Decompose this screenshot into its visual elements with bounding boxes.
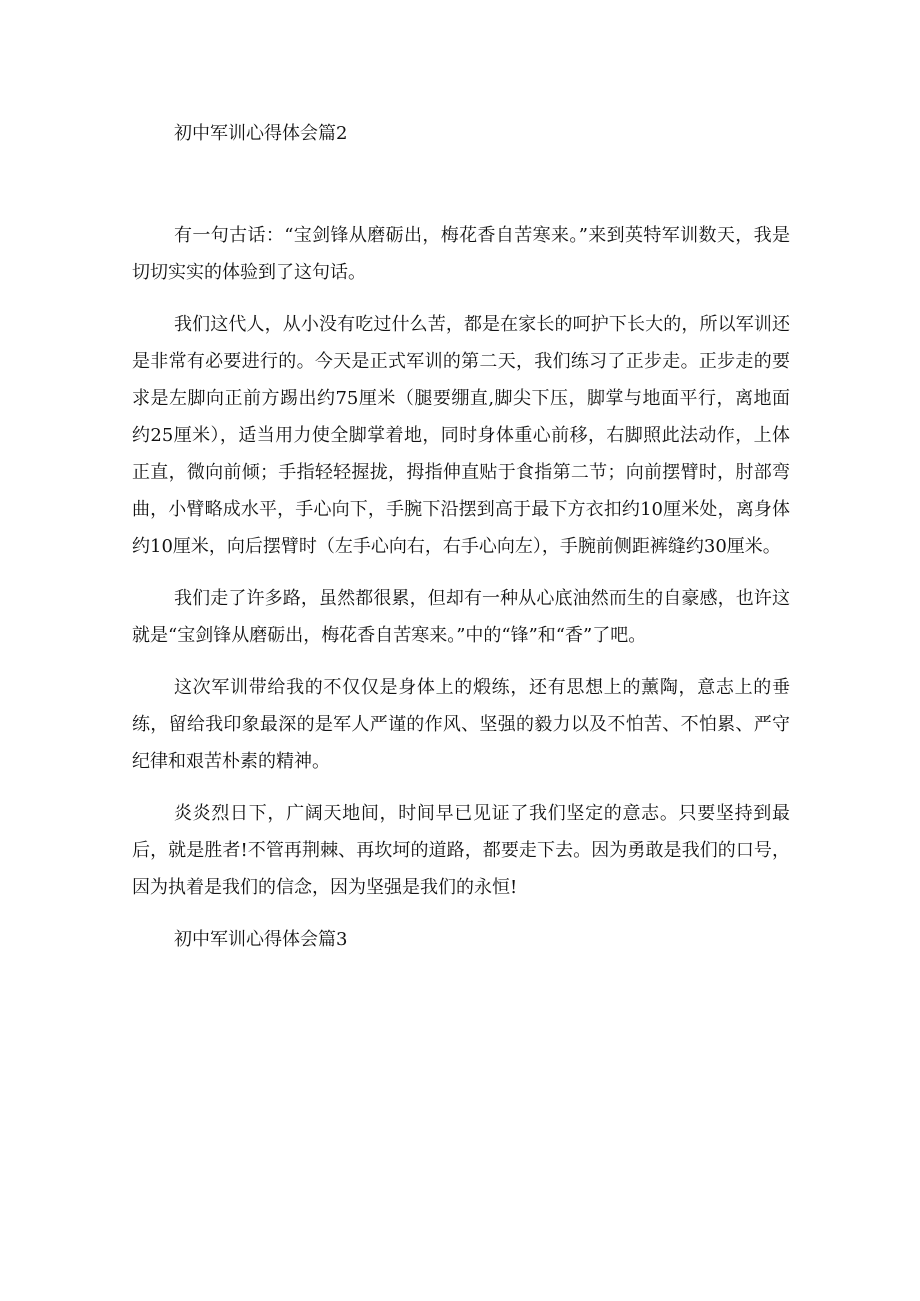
section-heading-2: 初中军训心得体会篇2 (174, 123, 348, 144)
document-body (132, 120, 790, 954)
paragraph-5: 炎炎烈日下，广阔天地间，时间早已见证了我们坚定的意志。只要坚持到最后，就是胜者!不管再荆棘、再坎坷的道路，都要走下去。因为勇敢是我们的口号，因为执着是我们的信念，因为坚强是我们的永恒! (132, 803, 790, 898)
paragraph-1: 有一句古话：“宝剑锋从磨砺出，梅花香自苦寒来。”来到英特军训数天，我是切切实实的体验到了这句话。 (132, 225, 790, 283)
paragraph-3: 我们走了许多路，虽然都很累，但却有一种从心底油然而生的自豪感，也许这就是“宝剑锋从磨砺出，梅花香自苦寒来。”中的“锋”和“香”了吧。 (132, 588, 790, 646)
section-heading-3: 初中军训心得体会篇3 (174, 929, 348, 950)
paragraph-4: 这次军训带给我的不仅仅是身体上的煅练，还有思想上的薰陶，意志上的垂练，留给我印象最深的是军人严谨的作风、坚强的毅力以及不怕苦、不怕累、严守纪律和艰苦朴素的精神。 (132, 677, 790, 772)
paragraph-2: 我们这代人，从小没有吃过什么苦，都是在家长的呵护下长大的，所以军训还是非常有必要进行的。今天是正式军训的第二天，我们练习了正步走。正步走的要求是左脚向正前方踢出约75厘米（腿要绷直,脚尖下压，脚掌与地面平行，离地面约25厘米），适当用力使全脚掌着地，同时身体重心前移，右脚照此法动作，上体正直，微向前倾；手指轻轻握拢，拇指伸直贴于食指第二节；向前摆臂时，肘部弯曲，小臂略成水平，手心向下，手腕下沿摆到高于最下方衣扣约10厘米处，离身体约10厘米，向后摆臂时（左手心向右，右手心向左），手腕前侧距裤缝约30厘米。 (132, 314, 790, 557)
